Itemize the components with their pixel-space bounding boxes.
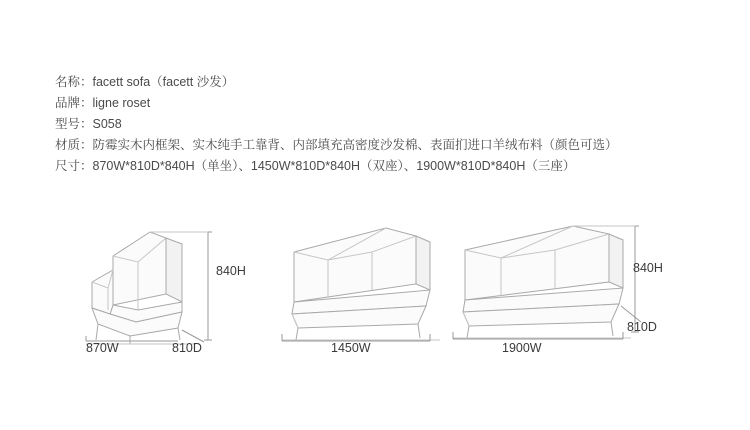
three-seater-drawing	[443, 210, 633, 350]
spec-line-size: 尺寸：870W*810D*840H（单坐）、1450W*810D*840H（双座）、1900W*810D*840H（三座）	[55, 159, 576, 173]
spec-line-model: 型号：S058	[55, 117, 122, 131]
two-seater-width-label: 1450W	[331, 341, 371, 355]
spec-line-brand: 品牌：ligne roset	[55, 96, 151, 110]
spec-line-material: 材质：防霉实木内框架、实木纯手工靠背、内部填充高密度沙发棉、表面扪进口羊绒布料（颜色可选）	[55, 138, 618, 152]
armchair-drawing	[78, 210, 223, 350]
armchair-width-label: 870W	[86, 341, 119, 355]
three-seater-width-label: 1900W	[502, 341, 542, 355]
three-seater-svg	[443, 210, 643, 350]
spec-text-block	[55, 72, 715, 177]
armchair-depth-label: 810D	[172, 341, 202, 355]
armchair-svg	[78, 210, 228, 350]
armchair-height-label: 840H	[216, 264, 246, 278]
spec-line-name: 名称：facett sofa（facett 沙发）	[55, 75, 235, 89]
three-seater-height-label: 840H	[633, 261, 663, 275]
two-seater-svg	[268, 210, 448, 350]
two-seater-drawing	[268, 210, 438, 350]
three-seater-depth-label: 810D	[627, 320, 657, 334]
